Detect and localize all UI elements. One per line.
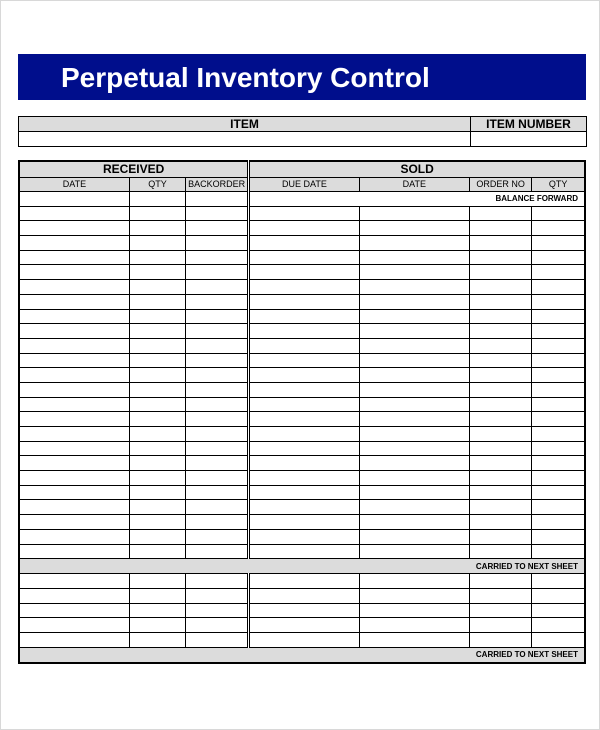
- entry-cell[interactable]: [470, 382, 532, 397]
- entry-cell[interactable]: [186, 309, 249, 324]
- entry-cell[interactable]: [470, 441, 532, 456]
- entry-cell[interactable]: [129, 353, 185, 368]
- entry-cell[interactable]: [19, 441, 129, 456]
- entry-cell[interactable]: [19, 324, 129, 339]
- entry-cell[interactable]: [186, 397, 249, 412]
- entry-cell[interactable]: [532, 236, 585, 251]
- entry-cell[interactable]: [532, 485, 585, 500]
- entry-cell[interactable]: [249, 500, 359, 515]
- table-row: [19, 397, 585, 412]
- entry-cell[interactable]: [186, 294, 249, 309]
- entry-cell[interactable]: [470, 221, 532, 236]
- entry-cell[interactable]: [129, 529, 185, 544]
- table-row: [19, 382, 585, 397]
- entry-cell[interactable]: [470, 515, 532, 530]
- table-row: [19, 236, 585, 251]
- entry-cell[interactable]: [359, 441, 469, 456]
- table-row: [19, 456, 585, 471]
- entry-cell[interactable]: [129, 427, 185, 442]
- entry-cell[interactable]: [249, 632, 359, 647]
- table-row: [19, 221, 585, 236]
- entry-cell[interactable]: [532, 500, 585, 515]
- entry-cell[interactable]: [186, 427, 249, 442]
- entry-cell[interactable]: [129, 588, 185, 603]
- entry-cell[interactable]: [19, 618, 129, 633]
- entry-cell[interactable]: [249, 456, 359, 471]
- entry-cell[interactable]: [359, 603, 469, 618]
- page-title: Perpetual Inventory Control: [61, 62, 430, 93]
- entry-cell[interactable]: [129, 294, 185, 309]
- item-number-header: ITEM NUMBER: [471, 117, 587, 132]
- entry-cell[interactable]: [470, 294, 532, 309]
- entry-cell[interactable]: [532, 456, 585, 471]
- entry-cell[interactable]: [19, 588, 129, 603]
- received-date-header: DATE: [19, 178, 129, 192]
- entry-cell[interactable]: [249, 206, 359, 221]
- entry-cell[interactable]: [470, 574, 532, 589]
- carry-row: [19, 559, 585, 574]
- entry-cell[interactable]: [470, 471, 532, 486]
- entry-cell[interactable]: [532, 280, 585, 295]
- carried-to-next-sheet-label-2: CARRIED TO NEXT SHEET: [19, 647, 585, 663]
- entry-cell[interactable]: [129, 456, 185, 471]
- entry-cell[interactable]: [249, 236, 359, 251]
- entry-cell[interactable]: [19, 632, 129, 647]
- entry-cell[interactable]: [532, 471, 585, 486]
- entry-cell[interactable]: [470, 456, 532, 471]
- entry-cell[interactable]: [532, 427, 585, 442]
- entry-cell[interactable]: [359, 485, 469, 500]
- entry-cell[interactable]: [19, 574, 129, 589]
- entry-cell[interactable]: [19, 309, 129, 324]
- entry-cell[interactable]: [129, 338, 185, 353]
- inventory-log-table: [18, 160, 586, 664]
- entry-cell[interactable]: [359, 236, 469, 251]
- entry-cell[interactable]: [359, 588, 469, 603]
- sold-order-no-header: ORDER NO: [470, 178, 532, 192]
- entry-cell[interactable]: [249, 588, 359, 603]
- entry-cell[interactable]: [470, 206, 532, 221]
- entry-cell[interactable]: [129, 324, 185, 339]
- entry-cell[interactable]: [359, 500, 469, 515]
- entry-cell[interactable]: [186, 515, 249, 530]
- entry-cell[interactable]: [129, 485, 185, 500]
- entry-cell[interactable]: [359, 368, 469, 383]
- table-row: [19, 632, 585, 647]
- entry-cell[interactable]: [359, 294, 469, 309]
- table-row: [19, 412, 585, 427]
- entry-cell[interactable]: [186, 544, 249, 559]
- entry-cell[interactable]: [249, 427, 359, 442]
- entry-cell[interactable]: [470, 280, 532, 295]
- entry-cell[interactable]: [249, 574, 359, 589]
- entry-cell[interactable]: [532, 221, 585, 236]
- entry-cell[interactable]: [249, 265, 359, 280]
- entry-cell[interactable]: [532, 382, 585, 397]
- entry-cell[interactable]: [359, 397, 469, 412]
- entry-cell[interactable]: [19, 192, 129, 207]
- entry-cell[interactable]: [186, 456, 249, 471]
- table-row: [19, 206, 585, 221]
- entry-cell[interactable]: [532, 412, 585, 427]
- entry-cell[interactable]: [470, 309, 532, 324]
- entry-cell[interactable]: [359, 221, 469, 236]
- item-header: ITEM: [19, 117, 471, 132]
- entry-cell[interactable]: [186, 265, 249, 280]
- entry-cell[interactable]: [470, 529, 532, 544]
- item-number-value-cell[interactable]: [471, 132, 587, 147]
- entry-cell[interactable]: [129, 471, 185, 486]
- entry-cell[interactable]: [186, 353, 249, 368]
- entry-cell[interactable]: [19, 353, 129, 368]
- entry-cell[interactable]: [249, 250, 359, 265]
- entry-cell[interactable]: [359, 515, 469, 530]
- table-row: [19, 529, 585, 544]
- entry-cell[interactable]: [249, 515, 359, 530]
- entry-cell[interactable]: [19, 515, 129, 530]
- entry-cell[interactable]: [186, 471, 249, 486]
- entry-cell[interactable]: [249, 324, 359, 339]
- entry-cell[interactable]: [470, 412, 532, 427]
- entry-cell[interactable]: [19, 382, 129, 397]
- entry-cell[interactable]: [359, 529, 469, 544]
- entry-cell[interactable]: [129, 280, 185, 295]
- entry-cell[interactable]: [532, 397, 585, 412]
- entry-cell[interactable]: [19, 221, 129, 236]
- table-row: [19, 471, 585, 486]
- entry-cell[interactable]: [470, 603, 532, 618]
- entry-cell[interactable]: [532, 368, 585, 383]
- sold-qty-header: QTY: [532, 178, 585, 192]
- entry-cell[interactable]: [249, 412, 359, 427]
- entry-cell[interactable]: [359, 353, 469, 368]
- entry-cell[interactable]: [470, 500, 532, 515]
- entry-cell[interactable]: [129, 192, 185, 207]
- entry-cell[interactable]: [359, 250, 469, 265]
- table-row: [19, 574, 585, 589]
- entry-cell[interactable]: [532, 618, 585, 633]
- entry-cell[interactable]: [249, 309, 359, 324]
- entry-cell[interactable]: [249, 382, 359, 397]
- entry-cell[interactable]: [359, 471, 469, 486]
- entry-cell[interactable]: [19, 397, 129, 412]
- table-row: [19, 294, 585, 309]
- entry-cell[interactable]: [532, 544, 585, 559]
- entry-cell[interactable]: [359, 574, 469, 589]
- entry-cell[interactable]: [249, 441, 359, 456]
- entry-cell[interactable]: [532, 324, 585, 339]
- table-row: [19, 427, 585, 442]
- carried-to-next-sheet-label: CARRIED TO NEXT SHEET: [19, 559, 585, 574]
- entry-cell[interactable]: [186, 338, 249, 353]
- entry-cell[interactable]: [470, 338, 532, 353]
- entry-cell[interactable]: [249, 618, 359, 633]
- entry-cell[interactable]: [186, 618, 249, 633]
- entry-cell[interactable]: [129, 265, 185, 280]
- entry-cell[interactable]: [129, 382, 185, 397]
- entry-cell[interactable]: [186, 441, 249, 456]
- entry-cell[interactable]: [186, 485, 249, 500]
- entry-cell[interactable]: [186, 603, 249, 618]
- entry-cell[interactable]: [129, 206, 185, 221]
- table-row: [19, 485, 585, 500]
- entry-cell[interactable]: [186, 412, 249, 427]
- entry-cell[interactable]: [186, 382, 249, 397]
- entry-cell[interactable]: [359, 632, 469, 647]
- entry-cell[interactable]: [129, 397, 185, 412]
- entry-cell[interactable]: [532, 529, 585, 544]
- entry-cell[interactable]: [532, 603, 585, 618]
- table-row: [19, 515, 585, 530]
- entry-cell[interactable]: [19, 456, 129, 471]
- entry-cell[interactable]: [129, 500, 185, 515]
- entry-cell[interactable]: [532, 338, 585, 353]
- entry-cell[interactable]: [129, 618, 185, 633]
- entry-cell[interactable]: [359, 412, 469, 427]
- entry-cell[interactable]: [359, 544, 469, 559]
- table-row: [19, 324, 585, 339]
- entry-cell[interactable]: [532, 250, 585, 265]
- entry-cell[interactable]: [359, 382, 469, 397]
- entry-cell[interactable]: [532, 206, 585, 221]
- title-bar: [18, 54, 586, 100]
- item-value-cell[interactable]: [19, 132, 471, 147]
- entry-cell[interactable]: [470, 353, 532, 368]
- entry-cell[interactable]: [19, 280, 129, 295]
- entry-cell[interactable]: [359, 324, 469, 339]
- entry-cell[interactable]: [19, 338, 129, 353]
- entry-cell[interactable]: [186, 221, 249, 236]
- entry-cell[interactable]: [19, 529, 129, 544]
- table-row: [19, 618, 585, 633]
- entry-cell[interactable]: [470, 236, 532, 251]
- entry-cell[interactable]: [359, 206, 469, 221]
- entry-cell[interactable]: [186, 192, 249, 207]
- entry-cell[interactable]: [186, 280, 249, 295]
- entry-cell[interactable]: [186, 588, 249, 603]
- entry-cell[interactable]: [359, 456, 469, 471]
- entry-cell[interactable]: [359, 280, 469, 295]
- received-qty-header: QTY: [129, 178, 185, 192]
- entry-cell[interactable]: [19, 500, 129, 515]
- table-row: [19, 441, 585, 456]
- entry-cell[interactable]: [19, 265, 129, 280]
- entry-cell[interactable]: [129, 236, 185, 251]
- entry-cell[interactable]: [19, 236, 129, 251]
- item-table: [18, 116, 587, 147]
- entry-cell[interactable]: [129, 544, 185, 559]
- table-row: [19, 250, 585, 265]
- entry-cell[interactable]: [359, 265, 469, 280]
- entry-cell[interactable]: [532, 353, 585, 368]
- entry-cell[interactable]: [129, 632, 185, 647]
- entry-cell[interactable]: [470, 588, 532, 603]
- entry-cell[interactable]: [129, 574, 185, 589]
- entry-cell[interactable]: [532, 294, 585, 309]
- table-row: [19, 353, 585, 368]
- table-row: [19, 280, 585, 295]
- entry-cell[interactable]: [129, 515, 185, 530]
- entry-cell[interactable]: [129, 441, 185, 456]
- entry-cell[interactable]: [470, 368, 532, 383]
- entry-cell[interactable]: [249, 529, 359, 544]
- entry-cell[interactable]: [19, 412, 129, 427]
- entry-cell[interactable]: [186, 324, 249, 339]
- entry-cell[interactable]: [186, 368, 249, 383]
- entry-cell[interactable]: [186, 236, 249, 251]
- entry-cell[interactable]: [19, 427, 129, 442]
- entry-cell[interactable]: [470, 265, 532, 280]
- entry-cell[interactable]: [19, 544, 129, 559]
- entry-cell[interactable]: [470, 485, 532, 500]
- sold-header: SOLD: [249, 161, 585, 178]
- entry-cell[interactable]: [249, 485, 359, 500]
- entry-cell[interactable]: [249, 471, 359, 486]
- entry-cell[interactable]: [532, 588, 585, 603]
- table-row: [19, 544, 585, 559]
- entry-cell[interactable]: [532, 632, 585, 647]
- entry-cell[interactable]: [186, 500, 249, 515]
- entry-cell[interactable]: [19, 206, 129, 221]
- entry-cell[interactable]: [470, 397, 532, 412]
- entry-cell[interactable]: [249, 353, 359, 368]
- entry-cell[interactable]: [249, 338, 359, 353]
- carry-row: [19, 647, 585, 663]
- entry-cell[interactable]: [249, 544, 359, 559]
- entry-cell[interactable]: [532, 309, 585, 324]
- entry-cell[interactable]: [19, 368, 129, 383]
- entry-cell[interactable]: [129, 368, 185, 383]
- entry-cell[interactable]: [359, 427, 469, 442]
- entry-cell[interactable]: [532, 265, 585, 280]
- entry-cell[interactable]: [186, 632, 249, 647]
- entry-cell[interactable]: [249, 603, 359, 618]
- entry-cell[interactable]: [19, 485, 129, 500]
- table-row: [19, 500, 585, 515]
- entry-cell[interactable]: [249, 280, 359, 295]
- entry-cell[interactable]: [470, 544, 532, 559]
- entry-cell[interactable]: [186, 250, 249, 265]
- entry-cell[interactable]: [186, 529, 249, 544]
- table-row: [19, 588, 585, 603]
- table-row: [19, 603, 585, 618]
- received-backorder-header: BACKORDER: [186, 178, 249, 192]
- entry-cell[interactable]: [249, 221, 359, 236]
- entry-cell[interactable]: [470, 632, 532, 647]
- table-row: [19, 309, 585, 324]
- table-row: [19, 368, 585, 383]
- entry-cell[interactable]: [470, 250, 532, 265]
- entry-cell[interactable]: [359, 338, 469, 353]
- balance-forward-label: BALANCE FORWARD: [249, 192, 585, 207]
- table-row: [19, 338, 585, 353]
- entry-cell[interactable]: [532, 515, 585, 530]
- entry-cell[interactable]: [249, 368, 359, 383]
- entry-cell[interactable]: [249, 397, 359, 412]
- sold-due-date-header: DUE DATE: [249, 178, 359, 192]
- entry-cell[interactable]: [470, 324, 532, 339]
- entry-cell[interactable]: [359, 618, 469, 633]
- received-header: RECEIVED: [19, 161, 249, 178]
- entry-cell[interactable]: [19, 471, 129, 486]
- entry-cell[interactable]: [129, 603, 185, 618]
- entry-cell[interactable]: [129, 221, 185, 236]
- entry-cell[interactable]: [129, 412, 185, 427]
- entry-cell[interactable]: [470, 618, 532, 633]
- entry-cell[interactable]: [129, 309, 185, 324]
- entry-cell[interactable]: [532, 574, 585, 589]
- sold-date-header: DATE: [359, 178, 469, 192]
- entry-cell[interactable]: [19, 603, 129, 618]
- entry-cell[interactable]: [186, 206, 249, 221]
- entry-cell[interactable]: [470, 427, 532, 442]
- entry-cell[interactable]: [129, 250, 185, 265]
- table-row: [19, 265, 585, 280]
- entry-cell[interactable]: [359, 309, 469, 324]
- entry-cell[interactable]: [532, 441, 585, 456]
- entry-cell[interactable]: [186, 574, 249, 589]
- entry-cell[interactable]: [249, 294, 359, 309]
- entry-cell[interactable]: [19, 294, 129, 309]
- entry-cell[interactable]: [19, 250, 129, 265]
